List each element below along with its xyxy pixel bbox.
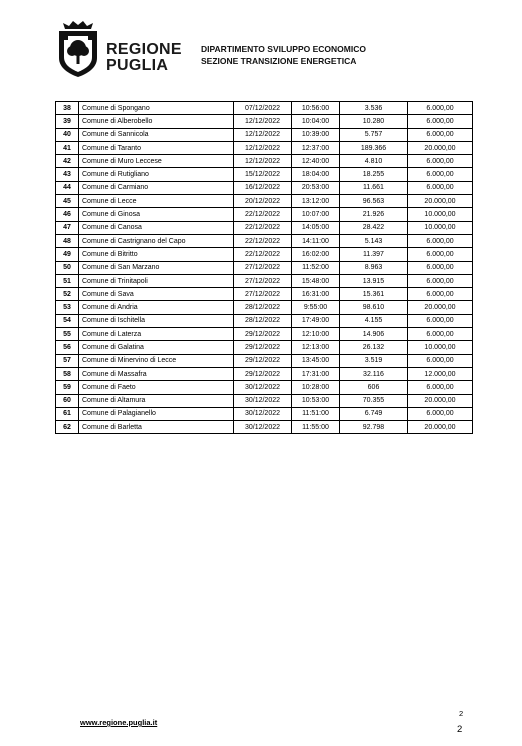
cell-date: 22/12/2022 — [234, 208, 292, 221]
cell-time: 20:53:00 — [292, 181, 340, 194]
cell-row-number: 39 — [56, 115, 79, 128]
cell-population: 3.519 — [340, 354, 408, 367]
cell-population: 96.563 — [340, 195, 408, 208]
table-row — [56, 115, 473, 128]
cell-row-number: 49 — [56, 248, 79, 261]
cell-row-number: 62 — [56, 421, 79, 434]
cell-date: 30/12/2022 — [234, 421, 292, 434]
cell-time: 13:12:00 — [292, 195, 340, 208]
cell-municipality: Comune di Canosa — [79, 221, 234, 234]
cell-row-number: 46 — [56, 208, 79, 221]
table-row — [56, 394, 473, 407]
cell-date: 29/12/2022 — [234, 367, 292, 380]
cell-amount: 20.000,00 — [408, 394, 473, 407]
cell-municipality: Comune di Muro Leccese — [79, 155, 234, 168]
cell-population: 21.926 — [340, 208, 408, 221]
cell-row-number: 45 — [56, 195, 79, 208]
cell-municipality: Comune di Galatina — [79, 341, 234, 354]
table-row — [56, 141, 473, 154]
funding-table — [55, 101, 473, 434]
cell-municipality: Comune di Palagianello — [79, 407, 234, 420]
cell-time: 12:10:00 — [292, 328, 340, 341]
cell-population: 8.963 — [340, 261, 408, 274]
cell-time: 10:07:00 — [292, 208, 340, 221]
table-row — [56, 381, 473, 394]
cell-amount: 6.000,00 — [408, 234, 473, 247]
cell-population: 11.661 — [340, 181, 408, 194]
cell-date: 27/12/2022 — [234, 261, 292, 274]
department-title: DIPARTIMENTO SVILUPPO ECONOMICO — [201, 44, 366, 54]
cell-municipality: Comune di Faeto — [79, 381, 234, 394]
cell-date: 29/12/2022 — [234, 354, 292, 367]
cell-population: 5.143 — [340, 234, 408, 247]
cell-population: 15.361 — [340, 288, 408, 301]
table-row — [56, 341, 473, 354]
cell-municipality: Comune di Ginosa — [79, 208, 234, 221]
cell-date: 20/12/2022 — [234, 195, 292, 208]
cell-time: 17:31:00 — [292, 367, 340, 380]
cell-date: 12/12/2022 — [234, 155, 292, 168]
table-row — [56, 314, 473, 327]
cell-municipality: Comune di Sannicola — [79, 128, 234, 141]
cell-municipality: Comune di Barletta — [79, 421, 234, 434]
table-row — [56, 181, 473, 194]
cell-municipality: Comune di Laterza — [79, 328, 234, 341]
cell-row-number: 60 — [56, 394, 79, 407]
cell-time: 9:55:00 — [292, 301, 340, 314]
cell-amount: 6.000,00 — [408, 261, 473, 274]
cell-row-number: 59 — [56, 381, 79, 394]
cell-population: 32.116 — [340, 367, 408, 380]
cell-amount: 12.000,00 — [408, 367, 473, 380]
cell-date: 30/12/2022 — [234, 381, 292, 394]
cell-population: 92.798 — [340, 421, 408, 434]
cell-row-number: 51 — [56, 274, 79, 287]
cell-time: 16:31:00 — [292, 288, 340, 301]
cell-amount: 6.000,00 — [408, 248, 473, 261]
table-row — [56, 248, 473, 261]
cell-time: 12:40:00 — [292, 155, 340, 168]
cell-population: 98.610 — [340, 301, 408, 314]
cell-row-number: 42 — [56, 155, 79, 168]
cell-municipality: Comune di Minervino di Lecce — [79, 354, 234, 367]
cell-population: 606 — [340, 381, 408, 394]
cell-row-number: 61 — [56, 407, 79, 420]
cell-population: 26.132 — [340, 341, 408, 354]
cell-time: 10:53:00 — [292, 394, 340, 407]
cell-row-number: 52 — [56, 288, 79, 301]
brand-line-puglia: PUGLIA — [106, 57, 169, 74]
cell-date: 22/12/2022 — [234, 234, 292, 247]
cell-date: 12/12/2022 — [234, 128, 292, 141]
cell-municipality: Comune di Trinitapoli — [79, 274, 234, 287]
cell-amount: 6.000,00 — [408, 407, 473, 420]
cell-row-number: 55 — [56, 328, 79, 341]
cell-municipality: Comune di Ischitella — [79, 314, 234, 327]
table-row — [56, 407, 473, 420]
cell-municipality: Comune di Lecce — [79, 195, 234, 208]
cell-amount: 20.000,00 — [408, 301, 473, 314]
cell-time: 11:52:00 — [292, 261, 340, 274]
cell-row-number: 54 — [56, 314, 79, 327]
cell-row-number: 47 — [56, 221, 79, 234]
cell-date: 30/12/2022 — [234, 394, 292, 407]
cell-row-number: 48 — [56, 234, 79, 247]
shield-icon — [59, 31, 97, 77]
cell-municipality: Comune di Sava — [79, 288, 234, 301]
cell-population: 11.397 — [340, 248, 408, 261]
table-row — [56, 195, 473, 208]
cell-municipality: Comune di Rutigliano — [79, 168, 234, 181]
cell-population: 28.422 — [340, 221, 408, 234]
cell-municipality: Comune di Carmiano — [79, 181, 234, 194]
table-row — [56, 274, 473, 287]
cell-time: 10:39:00 — [292, 128, 340, 141]
cell-time: 14:11:00 — [292, 234, 340, 247]
cell-time: 10:04:00 — [292, 115, 340, 128]
cell-date: 22/12/2022 — [234, 221, 292, 234]
cell-amount: 6.000,00 — [408, 155, 473, 168]
cell-row-number: 50 — [56, 261, 79, 274]
table-row — [56, 288, 473, 301]
cell-population: 189.366 — [340, 141, 408, 154]
cell-amount: 6.000,00 — [408, 288, 473, 301]
cell-amount: 6.000,00 — [408, 314, 473, 327]
table-row — [56, 128, 473, 141]
cell-amount: 6.000,00 — [408, 381, 473, 394]
cell-municipality: Comune di Alberobello — [79, 115, 234, 128]
cell-population: 14.906 — [340, 328, 408, 341]
cell-amount: 6.000,00 — [408, 128, 473, 141]
cell-time: 13:45:00 — [292, 354, 340, 367]
cell-time: 11:55:00 — [292, 421, 340, 434]
cell-row-number: 44 — [56, 181, 79, 194]
cell-municipality: Comune di Spongano — [79, 102, 234, 115]
cell-date: 28/12/2022 — [234, 301, 292, 314]
cell-time: 10:56:00 — [292, 102, 340, 115]
cell-row-number: 53 — [56, 301, 79, 314]
cell-row-number: 58 — [56, 367, 79, 380]
table-row — [56, 102, 473, 115]
cell-row-number: 43 — [56, 168, 79, 181]
table-row — [56, 208, 473, 221]
cell-row-number: 57 — [56, 354, 79, 367]
table-row — [56, 155, 473, 168]
cell-row-number: 41 — [56, 141, 79, 154]
regione-puglia-logo — [55, 20, 101, 78]
cell-date: 15/12/2022 — [234, 168, 292, 181]
cell-amount: 20.000,00 — [408, 141, 473, 154]
table-row — [56, 168, 473, 181]
cell-municipality: Comune di Altamura — [79, 394, 234, 407]
cell-row-number: 38 — [56, 102, 79, 115]
cell-time: 12:13:00 — [292, 341, 340, 354]
cell-time: 14:05:00 — [292, 221, 340, 234]
cell-amount: 20.000,00 — [408, 195, 473, 208]
cell-municipality: Comune di Andria — [79, 301, 234, 314]
cell-amount: 6.000,00 — [408, 328, 473, 341]
cell-amount: 10.000,00 — [408, 208, 473, 221]
cell-population: 18.255 — [340, 168, 408, 181]
cell-population: 70.355 — [340, 394, 408, 407]
table-row — [56, 354, 473, 367]
cell-amount: 20.000,00 — [408, 421, 473, 434]
cell-row-number: 56 — [56, 341, 79, 354]
cell-date: 22/12/2022 — [234, 248, 292, 261]
cell-amount: 6.000,00 — [408, 102, 473, 115]
cell-date: 12/12/2022 — [234, 141, 292, 154]
cell-municipality: Comune di San Marzano — [79, 261, 234, 274]
cell-amount: 10.000,00 — [408, 341, 473, 354]
table-row — [56, 421, 473, 434]
cell-amount: 6.000,00 — [408, 168, 473, 181]
cell-date: 27/12/2022 — [234, 288, 292, 301]
cell-time: 16:02:00 — [292, 248, 340, 261]
section-title: SEZIONE TRANSIZIONE ENERGETICA — [201, 56, 357, 66]
page-number-small: 2 — [459, 709, 464, 718]
cell-municipality: Comune di Taranto — [79, 141, 234, 154]
brand-line-regione: REGIONE — [106, 41, 182, 58]
crown-icon — [63, 21, 93, 29]
cell-date: 12/12/2022 — [234, 115, 292, 128]
cell-population: 10.280 — [340, 115, 408, 128]
cell-amount: 6.000,00 — [408, 181, 473, 194]
cell-amount: 6.000,00 — [408, 115, 473, 128]
table-row — [56, 328, 473, 341]
cell-date: 30/12/2022 — [234, 407, 292, 420]
cell-population: 5.757 — [340, 128, 408, 141]
cell-population: 4.155 — [340, 314, 408, 327]
cell-population: 3.536 — [340, 102, 408, 115]
cell-row-number: 40 — [56, 128, 79, 141]
table-row — [56, 234, 473, 247]
brand-name — [106, 42, 182, 74]
cell-time: 18:04:00 — [292, 168, 340, 181]
cell-amount: 6.000,00 — [408, 274, 473, 287]
table-row — [56, 301, 473, 314]
cell-population: 13.915 — [340, 274, 408, 287]
cell-amount: 6.000,00 — [408, 354, 473, 367]
cell-time: 17:49:00 — [292, 314, 340, 327]
cell-population: 6.749 — [340, 407, 408, 420]
cell-date: 16/12/2022 — [234, 181, 292, 194]
department-heading — [201, 43, 366, 67]
table-body — [56, 102, 473, 434]
cell-municipality: Comune di Massafra — [79, 367, 234, 380]
cell-date: 07/12/2022 — [234, 102, 292, 115]
page-number: 2 — [457, 724, 463, 735]
cell-municipality: Comune di Bitritto — [79, 248, 234, 261]
table-row — [56, 261, 473, 274]
cell-date: 27/12/2022 — [234, 274, 292, 287]
cell-date: 29/12/2022 — [234, 341, 292, 354]
cell-time: 15:48:00 — [292, 274, 340, 287]
table-row — [56, 367, 473, 380]
footer-website-link[interactable]: www.regione.puglia.it — [80, 718, 158, 727]
table-row — [56, 221, 473, 234]
cell-amount: 10.000,00 — [408, 221, 473, 234]
cell-time: 10:28:00 — [292, 381, 340, 394]
cell-date: 29/12/2022 — [234, 328, 292, 341]
cell-population: 4.810 — [340, 155, 408, 168]
cell-date: 28/12/2022 — [234, 314, 292, 327]
cell-time: 12:37:00 — [292, 141, 340, 154]
cell-municipality: Comune di Castrignano del Capo — [79, 234, 234, 247]
cell-time: 11:51:00 — [292, 407, 340, 420]
